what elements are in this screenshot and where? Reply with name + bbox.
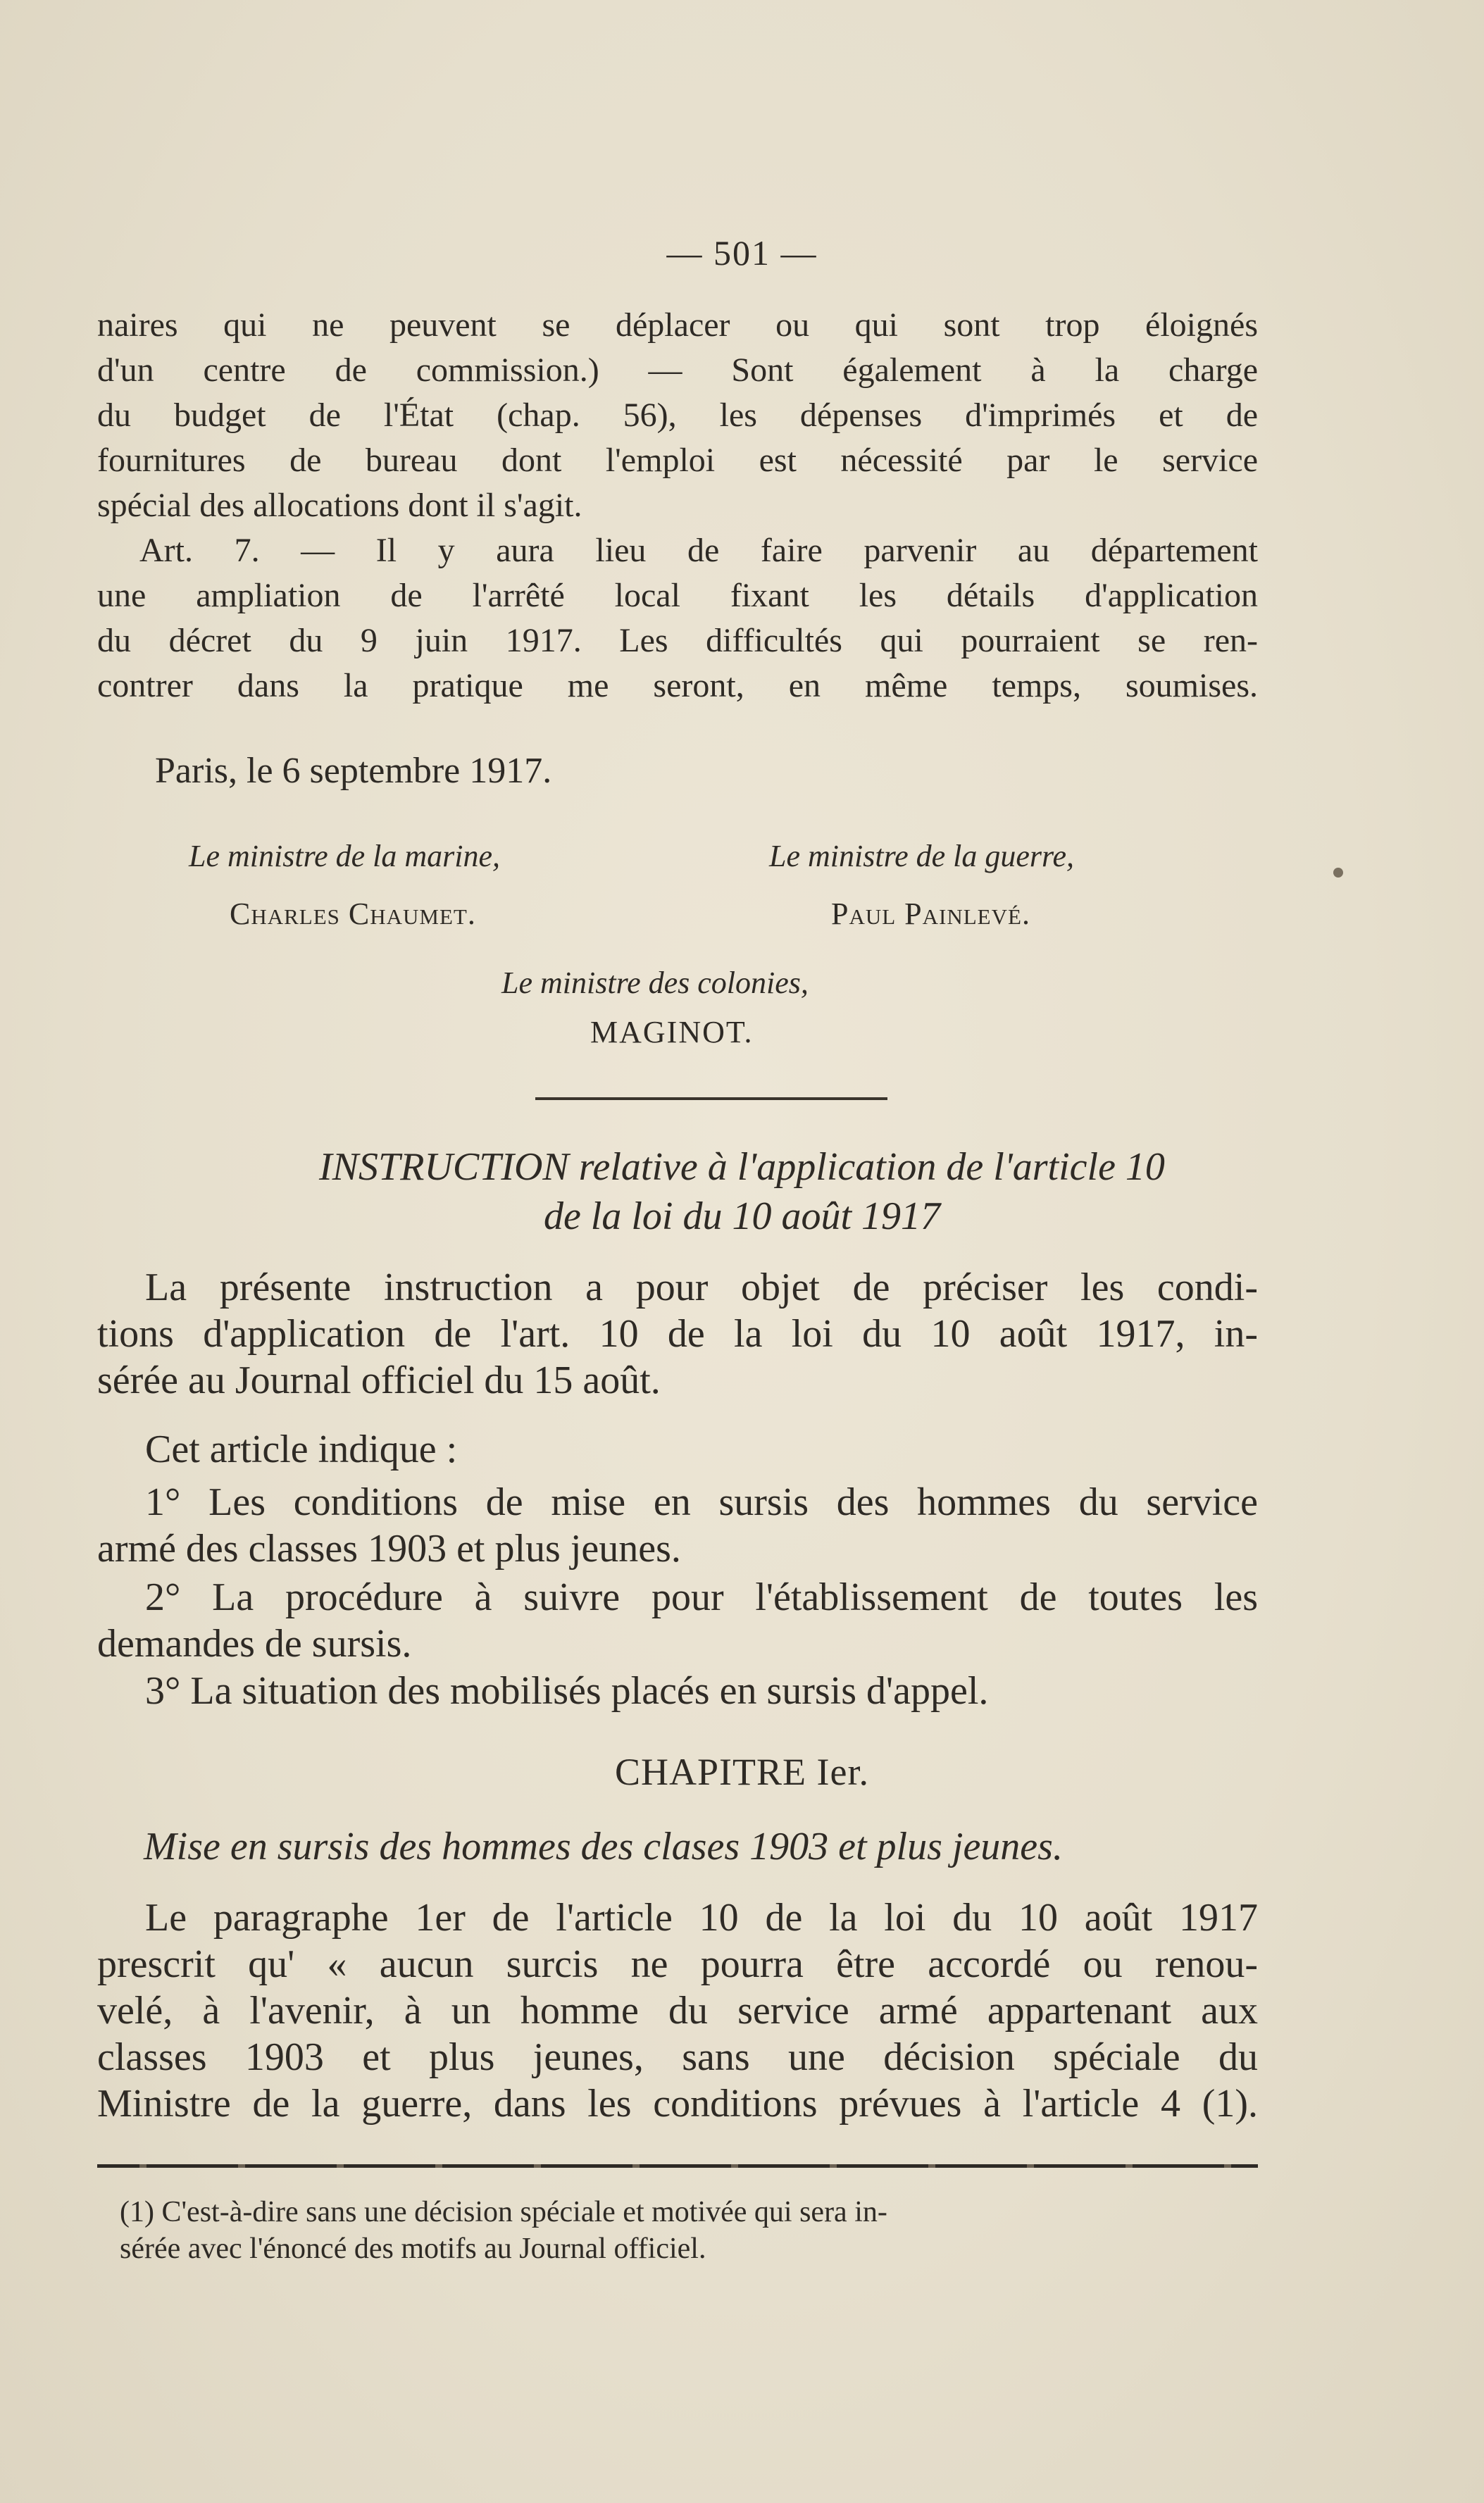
chapter-heading: CHAPITRE Ier. <box>615 1751 869 1793</box>
place-date: Paris, le 6 septembre 1917. <box>155 751 552 791</box>
text-line: d'un centre de commission.) — Sont également à la charge <box>97 351 1258 389</box>
signature-marine-name: Charles Chaumet. <box>230 897 476 931</box>
signature-guerre-title: Le ministre de la guerre, <box>769 839 1075 873</box>
signature-colonies-title: Le ministre des colonies, <box>501 966 809 1000</box>
text-line: velé, à l'avenir, à un homme du service armé appartenant aux <box>97 1989 1258 2033</box>
text-line: Ministre de la guerre, dans les conditions prévues à l'article 4 (1). <box>97 2082 1258 2126</box>
text-line: du budget de l'État (chap. 56), les dépenses d'imprimés et de <box>97 397 1258 434</box>
footnote <box>120 2194 1258 2267</box>
section-rule <box>535 1097 887 1100</box>
text-line: classes 1903 et plus jeunes, sans une décision spéciale du <box>97 2035 1258 2079</box>
signature-marine-title: Le ministre de la marine, <box>189 839 500 873</box>
signature-colonies-name: MAGINOT. <box>590 1015 754 1049</box>
top-paragraph <box>97 303 1258 709</box>
text-line: Le paragraphe 1er de l'article 10 de la loi du 10 août 1917 <box>145 1896 1258 1940</box>
text-line: 2° La procédure à suivre pour l'établissement de toutes les <box>145 1575 1258 1619</box>
text-line: Cet article indique : <box>145 1428 458 1471</box>
text-line: une ampliation de l'arrêté local fixant les détails d'application <box>97 577 1258 614</box>
item-3 <box>97 1668 1258 1714</box>
ink-speck <box>1333 868 1343 878</box>
text-line: (1) C'est-à-dire sans une décision spéciale et motivée qui sera in- <box>120 2196 887 2228</box>
text-line: Art. 7. — Il y aura lieu de faire parvenir au département <box>139 532 1258 569</box>
text-line: du décret du 9 juin 1917. Les difficultés qui pourraient se ren- <box>97 622 1258 659</box>
chapter-paragraph <box>97 1895 1258 2127</box>
text-line: sérée au Journal officiel du 15 août. <box>97 1359 661 1402</box>
text-line: demandes de sursis. <box>97 1622 412 1666</box>
text-line: naires qui ne peuvent se déplacer ou qui sont trop éloignés <box>97 306 1258 344</box>
instruction-heading-line-1: INSTRUCTION relative à l'application de l'article 10 <box>319 1145 1165 1189</box>
text-line: tions d'application de l'art. 10 de la loi du 10 août 1917, in- <box>97 1312 1258 1356</box>
footnote-rule <box>97 2164 1258 2168</box>
text-line: La présente instruction a pour objet de préciser les condi- <box>145 1266 1258 1309</box>
page-number: — 501 — <box>666 233 818 273</box>
chapter-subtitle: Mise en sursis des hommes des clases 1903 et plus jeunes. <box>144 1825 1063 1868</box>
instruction-heading-line-2: de la loi du 10 août 1917 <box>543 1194 941 1238</box>
article-indique <box>97 1426 1258 1473</box>
item-1 <box>97 1479 1258 1572</box>
text-line: fournitures de bureau dont l'emploi est nécessité par le service <box>97 442 1258 479</box>
text-line: prescrit qu' « aucun surcis ne pourra être accordé ou renou- <box>97 1942 1258 1986</box>
signature-guerre-name: Paul Painlevé. <box>831 897 1030 931</box>
text-line: sérée avec l'énoncé des motifs au Journal officiel. <box>120 2233 706 2265</box>
item-2 <box>97 1574 1258 1667</box>
text-line: spécial des allocations dont il s'agit. <box>97 487 582 524</box>
text-line: contrer dans la pratique me seront, en même temps, soumises. <box>97 667 1258 704</box>
text-line: 1° Les conditions de mise en sursis des hommes du service <box>145 1480 1258 1524</box>
text-line: armé des classes 1903 et plus jeunes. <box>97 1527 681 1571</box>
intro-paragraph <box>97 1264 1258 1404</box>
text-line: 3° La situation des mobilisés placés en sursis d'appel. <box>145 1669 989 1713</box>
